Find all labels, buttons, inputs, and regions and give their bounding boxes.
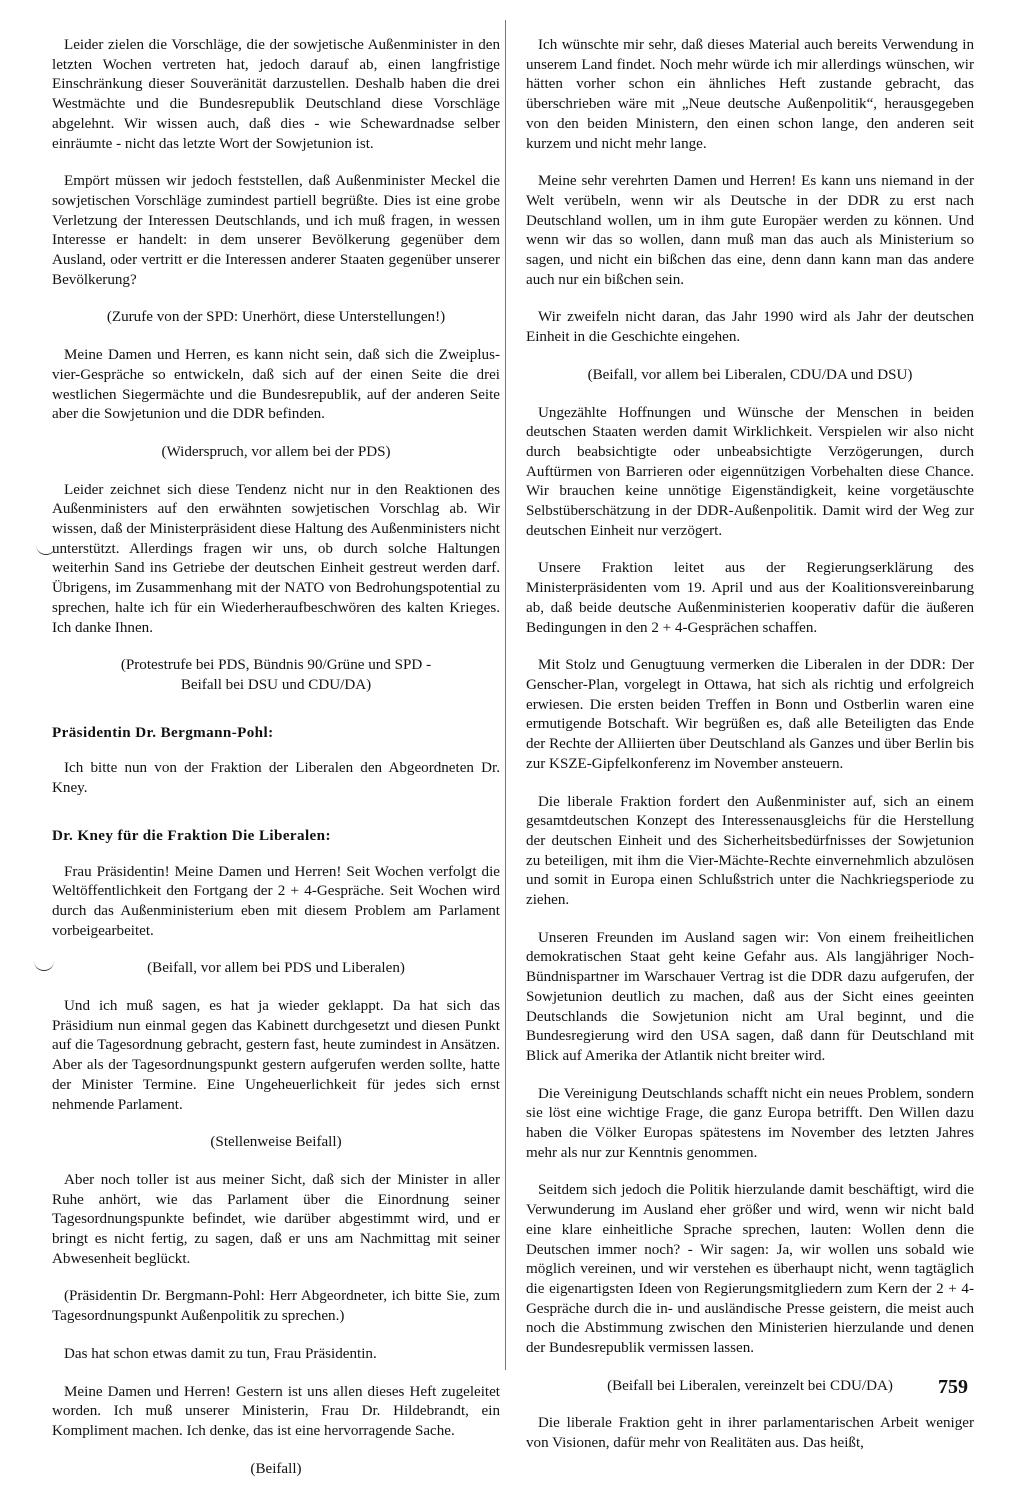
paragraph: Unseren Freunden im Ausland sagen wir: Von einem freiheitlichen demokratischen Staat geht keine Gefahr aus. Als langjähriger Noch-Bündnispartner im Warschauer Vertrag ist die DDR dazu aufgerufen, der Sowjetunion deutlich zu machen, daß aus der Sicht eines geeinten Deutschlands die Sowjetunion nicht am Ural beginnt, und die Bundesregierung wird den USA sagen, daß dann für Deutschland mit Blick auf Amerika der Atlantik nicht breiter wird. [526,929,974,1064]
paragraph: Aber noch toller ist aus meiner Sicht, daß sich der Minister in aller Ruhe anhört, wie das Parlament über die Einordnung seiner Tagesordnungspunkte befindet, wie darüber abgestimmt wird, und er bringt es nicht fertig, zu sagen, daß er uns am Nachmittag mit seiner Abwesenheit beglückt. [52,1171,500,1267]
interjection: (Beifall bei Liberalen, vereinzelt bei CDU/DA) [607,1377,893,1394]
pen-mark [34,960,54,971]
paragraph: Leider zielen die Vorschläge, die der sowjetische Außenminister in den letzten Wochen vertreten hat, jedoch darauf ab, einen langfristige Einschränkung dieser Souveränität darzustellen. Deshalb haben die drei Westmächte und die Bundesrepublik Deutschland diese Vorschläge abgelehnt. Wir wissen auch, daß dies - wie Schewardnadse selber einräumte - nicht das letzte Wort der Sowjetunion ist. [52,37,500,152]
paragraph: Empört müssen wir jedoch feststellen, daß Außenminister Meckel die sowjetischen Vorschläge zumindest partiell begrüßte. Dies ist eine grobe Verletzung der Interessen Deutschlands, und ich muß fragen, in wessen Interesse er handelt: in dem unserer Bevölkerung gegenüber dem Ausland, oder vertritt er die Interessen anderer Staaten gegenüber unserer Bevölkerung? [52,173,500,288]
interjection: (Widerspruch, vor allem bei der PDS) [161,443,391,460]
paragraph: Die liberale Fraktion geht in ihrer parlamentarischen Arbeit weniger von Visionen, dafür mehr von Realitäten aus. Das heißt, [526,1415,974,1452]
paragraph: Und ich muß sagen, es hat ja wieder geklappt. Da hat sich das Präsidium nun einmal gegen das Kabinett durchgesetzt und diesen Punkt auf die Tagesordnung gebracht, gestern fast, heute zumindest in Ansätzen. Aber als der Tagesordnungspunkt gestern aufgerufen werden sollte, hatte der Minister Termine. Eine Ungeheuerlichkeit für jedes sich ernst nehmende Parlament. [52,998,500,1113]
paragraph: Leider zeichnet sich diese Tendenz nicht nur in den Reaktionen des Außenministers auf den erwähnten sowjetischen Vorschlag ab. Wir wissen, daß der Ministerpräsident diese Haltung des Außenministers nicht unterstützt. Allerdings fragen wir uns, ob durch solche Haltungen weiterhin Sand ins Getriebe der deutschen Einheit gestreut werden darf. Übrigens, im Zusammenhang mit der NATO von Bedrohungspotential zu sprechen, halte ich für ein Wiederheraufbeschwören des kalten Krieges. Ich danke Ihnen. [52,481,500,636]
paragraph: Ich bitte nun von der Fraktion der Liberalen den Abgeordneten Dr. Kney. [52,760,500,797]
paragraph: Ungezählte Hoffnungen und Wünsche der Menschen in beiden deutschen Staaten werden damit Wirklichkeit. Verspielen wir also nicht durch beabsichtigte oder unbeabsichtigte Verzögerungen, durch Auftürmen von Barrieren oder eigennützigen Vorbehalten diese Chance. Wir brauchen keine unnötige Eigenständigkeit, keine vorgetäuschte Selbstüberschätzung in der DDR-Außenpolitik. Damit wird der Weg zur deutschen Einheit nur verzögert. [526,404,974,539]
page-number: 759 [938,1376,968,1398]
interjection [52,656,500,695]
interjection: (Präsidentin Dr. Bergmann-Pohl: Herr Abgeordneter, ich bitte Sie, zum Tagesordnungspunkt Außenpolitik zu sprechen.) [52,1288,500,1325]
paragraph: Wir zweifeln nicht daran, das Jahr 1990 wird als Jahr der deutschen Einheit in die Geschichte eingehen. [526,309,974,346]
paragraph: Die Vereinigung Deutschlands schafft nicht ein neues Problem, sondern sie löst eine wichtige Frage, die ganz Europa betrifft. Den Willen dazu haben die Völker Europas spätestens im November des letzten Jahres mehr als nur zur Kenntnis genommen. [526,1085,974,1161]
paragraph: Die liberale Fraktion fordert den Außenminister auf, sich an einem gesamtdeutschen Konzept des Interessenausgleichs für die Herstellung der deutschen Einheit und des Sicherheitsbedürfnisses der Sowjetunion zu beteiligen, mit ihm die Vier-Mächte-Rechte einvernehmlich abzulösen und somit in Europa einen Schlußstrich unter die Nachkriegsperiode zu ziehen. [526,793,974,909]
interjection-line: Beifall bei DSU und CDU/DA) [180,676,372,693]
paragraph: Mit Stolz und Genugtuung vermerken die Liberalen in der DDR: Der Genscher-Plan, vorgelegt in Ottawa, hat sich als richtig und erfolgreich erwiesen. Die ersten beiden Treffen in Bonn und Ostberlin waren eine ermutigende Botschaft. Wir begrüßen es, daß alle Beteiligten das Ende der Rechte der Alliierten über Deutschland als Ganzes und über Berlin bis zur KSZE-Gipfelkonferenz im November ansteuern. [526,657,974,772]
interjection: (Zurufe von der SPD: Unerhört, diese Unterstellungen!) [106,309,446,326]
column-divider [505,20,506,1370]
right-column [526,36,974,1472]
interjection: (Beifall, vor allem bei Liberalen, CDU/DA und DSU) [587,366,913,383]
paragraph: Meine Damen und Herren, es kann nicht sein, daß sich die Zweiplus-vier-Gespräche so entwickeln, daß sich auf der einen Seite die drei westlichen Siegermächte und die Bundesrepublik, auf der anderen Seite aber die Sowjetunion und die DDR befinden. [52,347,500,423]
speaker-heading: Dr. Kney für die Fraktion Die Liberalen: [52,827,331,844]
speaker-heading: Präsidentin Dr. Bergmann-Pohl: [52,724,274,741]
left-column [52,36,500,1497]
paragraph: Seitdem sich jedoch die Politik hierzulande damit beschäftigt, wird die Verwunderung im Ausland eher größer und wird, wenn wir nicht bald eine klare einheitliche Sprache sprechen, lauten: Wollen denn die Deutschen immer noch? - Wir sagen: Ja, wir wollen uns sobald wie möglich vereinen, und wir verstehen es überhaupt nicht, wenn tagtäglich die eigenartigsten Ideen von Regierungsmitgliedern zum Kern der 2 + 4-Gespräche durch die in- und ausländische Presse geistern, die meist auch noch die Abstimmung zwischen den Ministerien hierzulande und denen der Bundesrepublik vermissen lassen. [526,1182,974,1357]
interjection-line: (Protestrufe bei PDS, Bündnis 90/Grüne und SPD - [120,657,432,674]
paragraph: Meine sehr verehrten Damen und Herren! Es kann uns niemand in der Welt verübeln, wenn wir als Deutsche in der DDR zu erst nach Deutschland wollen, um in ihm gute Europäer werden zu können. Und wenn wir das so wollen, dann muß man das auch als Ministerium so sagen, und nicht ein bißchen das eine, denn dann kann man das andere auch nur ein bißchen sein. [526,173,974,288]
paragraph: Frau Präsidentin! Meine Damen und Herren! Seit Wochen verfolgt die Weltöffentlichkeit den Fortgang der 2 + 4-Gespräche. Seit Wochen wird durch das Außenministerium eben mit diesem Problem am Parlament vorbeigearbeitet. [52,863,500,939]
paragraph: Das hat schon etwas damit zu tun, Frau Präsidentin. [64,1345,377,1362]
paragraph: Unsere Fraktion leitet aus der Regierungserklärung des Ministerpräsidenten vom 19. April und aus der Koalitionsvereinbarung ab, daß beide deutsche Außenministerien kooperativ dafür die äußeren Bedingungen in den 2 + 4-Gesprächen schaffen. [526,560,974,636]
interjection: (Beifall, vor allem bei PDS und Liberalen) [147,960,405,977]
interjection: (Stellenweise Beifall) [210,1134,342,1151]
paragraph: Ich wünschte mir sehr, daß dieses Material auch bereits Verwendung in unserem Land findet. Noch mehr würde ich mir allerdings wünschen, wir hätten vorher schon ein ähnliches Heft zustande gebracht, das überschrieben wäre mit „Neue deutsche Außenpolitik“, herausgegeben von den beiden Ministern, den einen schon lange, den anderen seit kurzem und nicht mehr lange. [526,37,974,152]
paragraph: Meine Damen und Herren! Gestern ist uns allen dieses Heft zugeleitet worden. Ich muß unserer Ministerin, Frau Dr. Hildebrandt, ein Kompliment machen. Ich denke, das ist eine hervorragende Sache. [52,1383,500,1439]
interjection: (Beifall) [250,1460,302,1477]
